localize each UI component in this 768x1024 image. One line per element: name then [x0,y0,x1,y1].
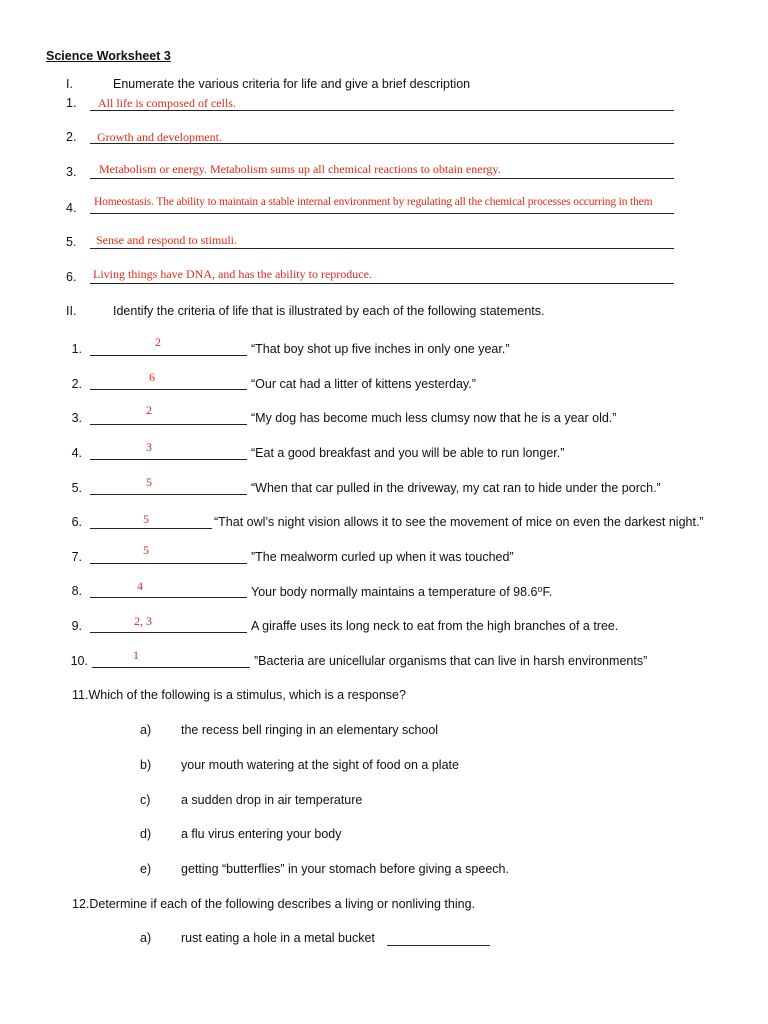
worksheet-title: Science Worksheet 3 [46,49,171,63]
s2-item-number: 9. [71,619,82,633]
statement-text: “When that car pulled in the driveway, my cat ran to hide under the porch.” [251,481,661,495]
answer-line[interactable] [90,355,247,356]
option-letter: e) [140,862,152,876]
statement-text: “That owl’s night vision allows it to see the movement of mice on even the darkest night.” [214,515,704,529]
s2-item-number: 6. [71,515,82,529]
handwritten-answer: 5 [146,475,152,489]
option-letter: b) [140,758,152,772]
statement-text: “My dog has become much less clumsy now that he is a year old.” [251,411,617,425]
option-letter: a) [140,723,152,737]
statement-text: “That boy shot up five inches in only one year.” [251,342,510,356]
question-12-prompt: 12.Determine if each of the following describes a living or nonliving thing. [72,897,476,911]
s2-item-number: 1. [71,342,82,356]
answer-line[interactable] [90,459,247,460]
section-2-numeral: II. [66,304,77,318]
handwritten-answer: 1 [133,648,139,662]
s2-item-number: 10. [70,654,88,668]
handwritten-answer: Homeostasis. The ability to maintain a stable internal environment by regulating all the chemical processes occurring in them [94,196,653,208]
statement-text: ”Bacteria are unicellular organisms that can live in harsh environments” [254,654,648,668]
s2-item-number: 4. [71,446,82,460]
option-text: a sudden drop in air temperature [181,793,363,807]
answer-line[interactable] [90,494,247,495]
handwritten-answer: Metabolism or energy. Metabolism sums up all chemical reactions to obtain energy. [99,162,501,176]
handwritten-answer: All life is composed of cells. [98,96,236,110]
s1-item-number: 4. [66,201,77,215]
option-letter: d) [140,827,152,841]
option-letter: a) [140,931,152,945]
option-text: getting “butterflies” in your stomach before giving a speech. [181,862,509,876]
section-1-instruction: Enumerate the various criteria for life and give a brief description [113,77,471,91]
question-11-prompt: 11.Which of the following is a stimulus, which is a response? [72,688,406,702]
section-2-instruction: Identify the criteria of life that is illustrated by each of the following statements. [113,304,545,318]
statement-text: A giraffe uses its long neck to eat from the high branches of a tree. [251,619,619,633]
handwritten-answer: 5 [143,543,149,557]
answer-line[interactable] [387,945,490,946]
answer-line[interactable] [90,424,247,425]
answer-line[interactable] [90,248,674,249]
handwritten-answer: Growth and development. [97,130,222,144]
handwritten-answer: Sense and respond to stimuli. [96,233,237,247]
option-text: a flu virus entering your body [181,827,342,841]
option-text: the recess bell ringing in an elementary school [181,723,439,737]
handwritten-answer: 2 [146,403,152,417]
handwritten-answer: 6 [149,370,155,384]
option-letter: c) [140,793,151,807]
s1-item-number: 2. [66,130,77,144]
answer-line[interactable] [90,283,674,284]
s1-item-number: 6. [66,270,77,284]
handwritten-answer: 5 [143,512,149,526]
s2-item-number: 2. [71,377,82,391]
handwritten-answer: 4 [137,579,143,593]
answer-line[interactable] [90,528,212,529]
statement-text: “Our cat had a litter of kittens yesterday.” [251,377,476,391]
statement-text: Your body normally maintains a temperature of 98.6⁰F. [251,585,553,599]
answer-line[interactable] [90,632,247,633]
s2-item-number: 7. [71,550,82,564]
option-text: your mouth watering at the sight of food on a plate [181,758,459,772]
handwritten-answer: 3 [146,440,152,454]
s2-item-number: 5. [71,481,82,495]
answer-line[interactable] [90,563,247,564]
answer-line[interactable] [90,597,247,598]
s2-item-number: 8. [71,584,82,598]
answer-line[interactable] [92,667,250,668]
answer-line[interactable] [90,389,247,390]
s1-item-number: 5. [66,235,77,249]
option-text: rust eating a hole in a metal bucket [181,931,375,945]
answer-line[interactable] [90,213,674,214]
s1-item-number: 1. [66,96,77,110]
answer-line[interactable] [90,178,674,179]
s1-item-number: 3. [66,165,77,179]
statement-text: “Eat a good breakfast and you will be able to run longer.” [251,446,565,460]
handwritten-answer: 2 [155,335,161,349]
handwritten-answer: 2, 3 [134,614,152,628]
handwritten-answer: Living things have DNA, and has the ability to reproduce. [93,267,372,281]
s2-item-number: 3. [71,411,82,425]
section-1-numeral: I. [66,77,73,91]
statement-text: ”The mealworm curled up when it was touched” [251,550,514,564]
